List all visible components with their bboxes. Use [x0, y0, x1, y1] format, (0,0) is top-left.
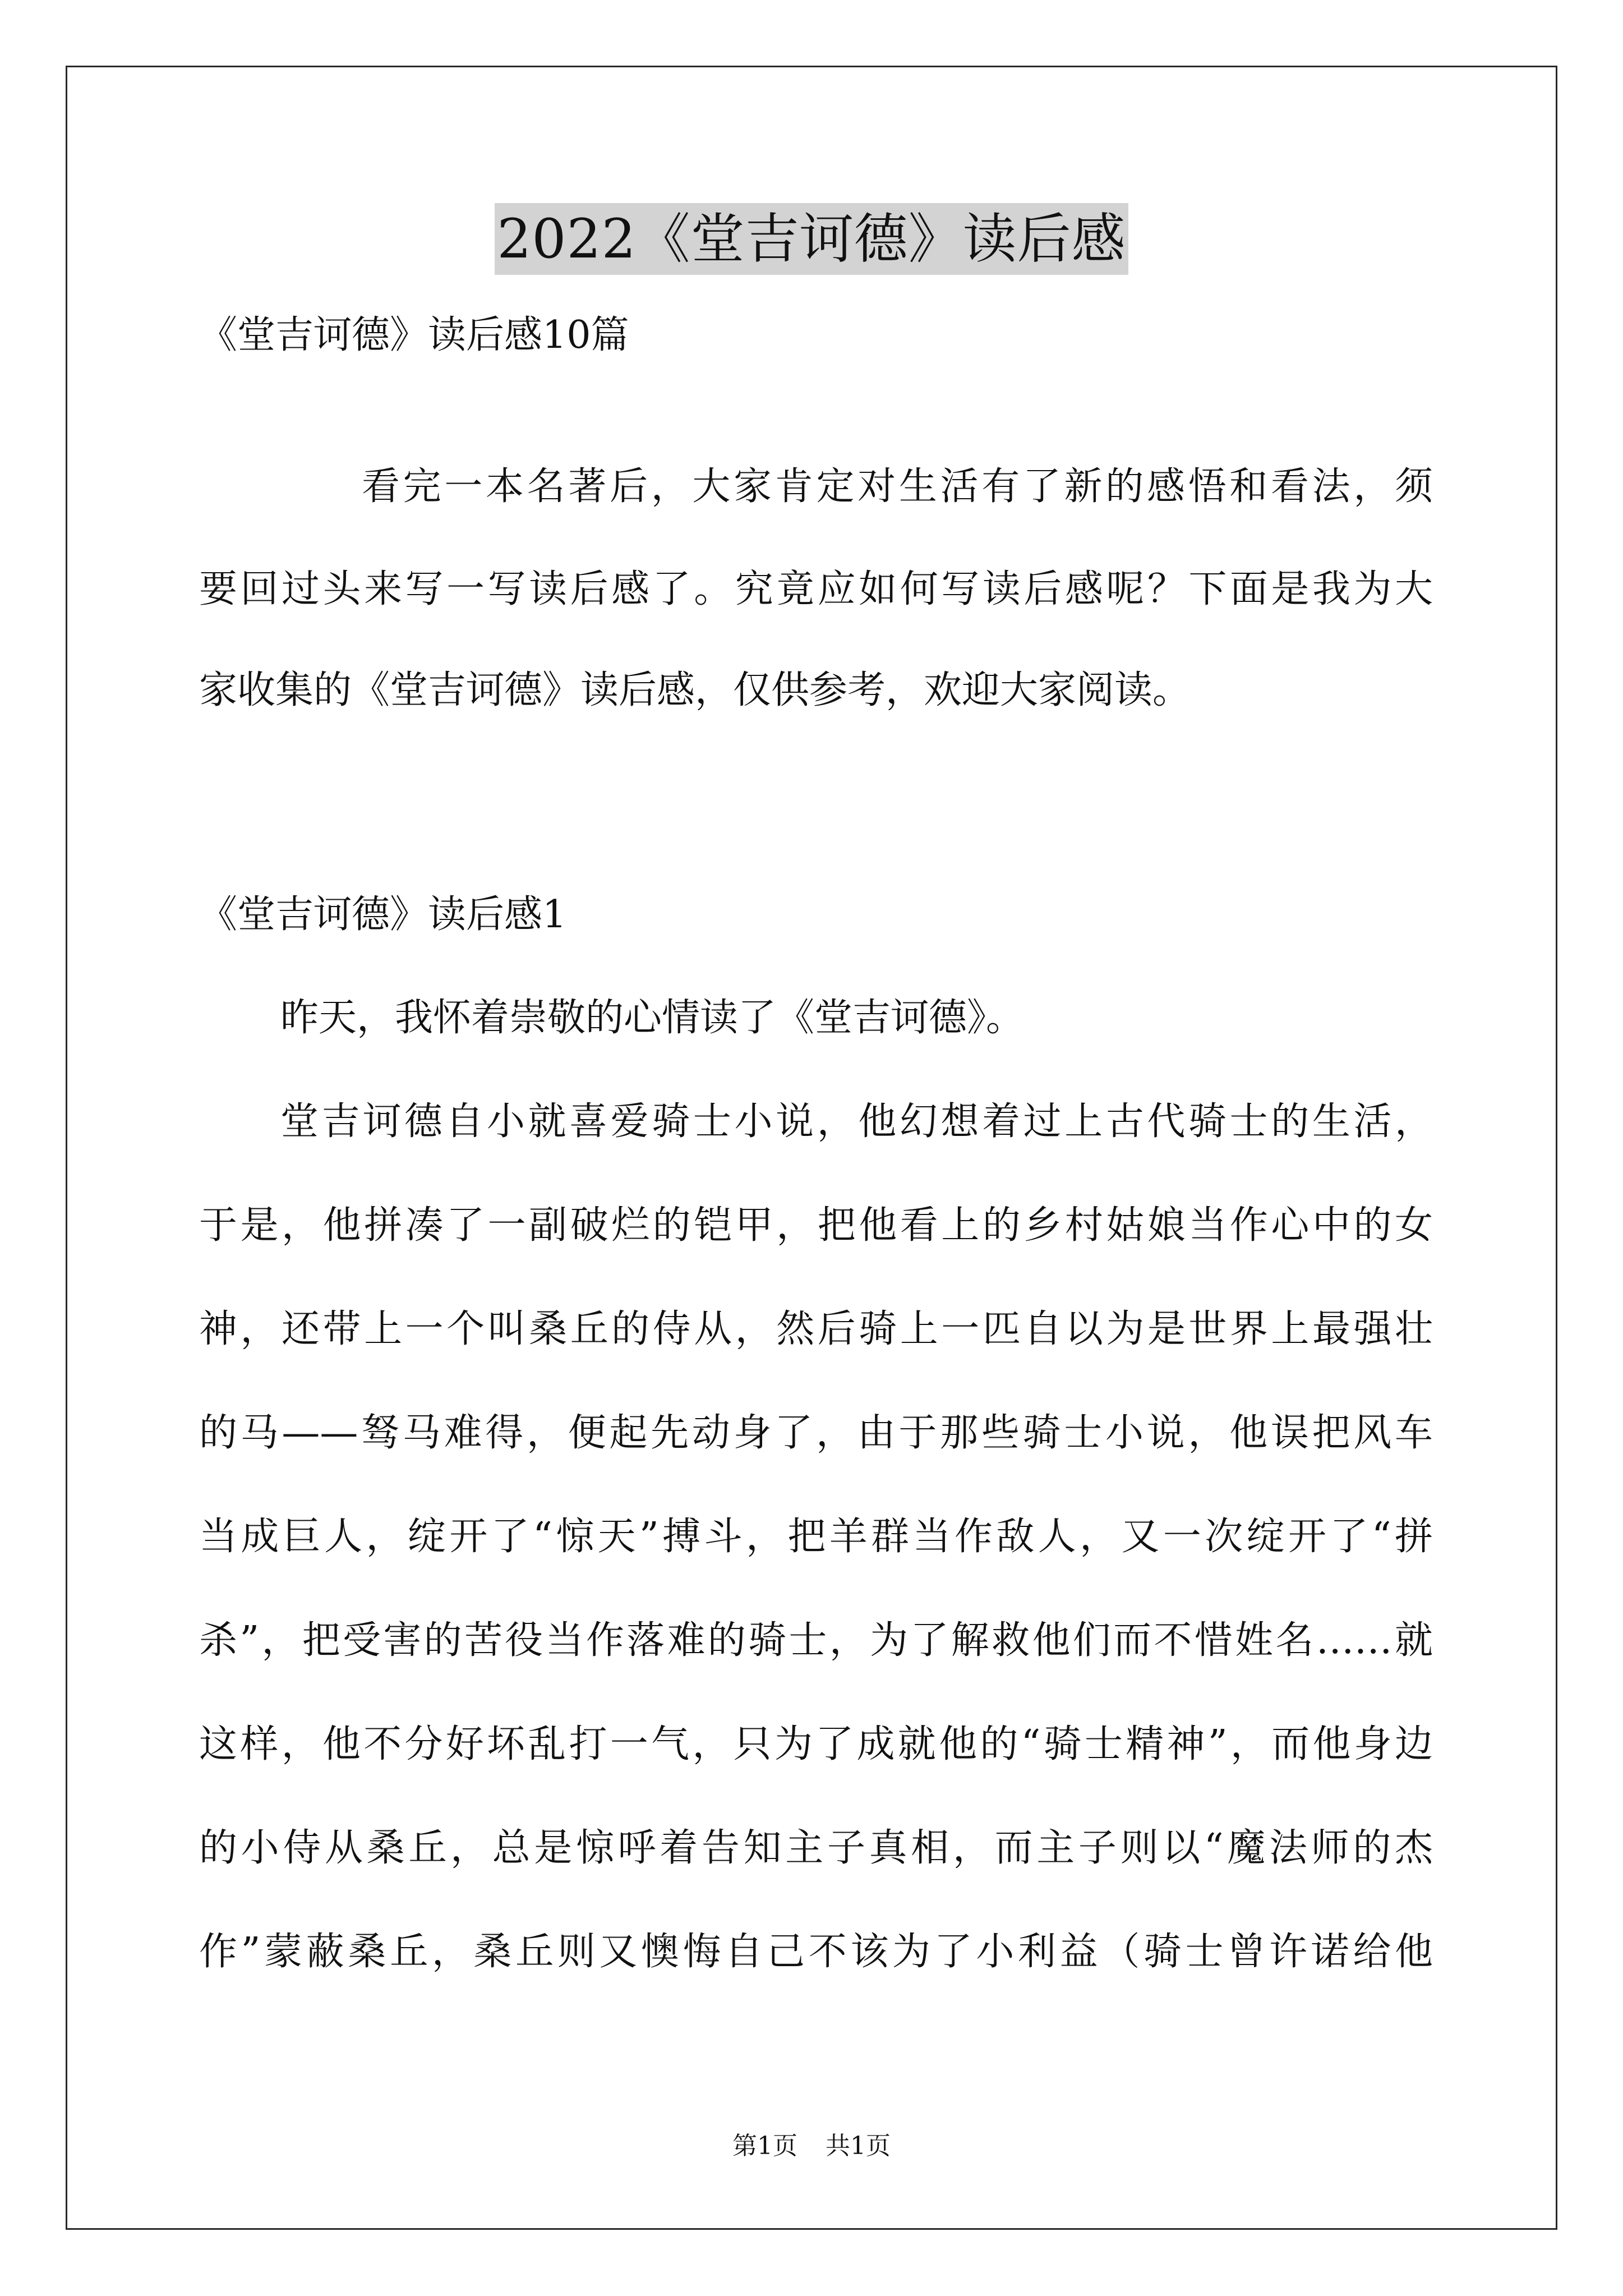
title-container: [0, 203, 1623, 275]
paragraph-2-line-2: 于是，他拼凑了一副破烂的铠甲，把他看上的乡村姑娘当作心中的女: [199, 1203, 1433, 1248]
paragraph-2-line-1: 堂吉诃德自小就喜爱骑士小说，他幻想着过上古代骑士的生活，: [280, 1099, 1433, 1144]
paragraph-1: 昨天，我怀着崇敬的心情读了《堂吉诃德》。: [280, 996, 1025, 1040]
paragraph-2-line-8: 的小侍从桑丘，总是惊呼着告知主子真相，而主子则以“魔法师的杰: [199, 1826, 1433, 1870]
section-heading: 《堂吉诃德》读后感1: [199, 892, 567, 937]
document-title: 2022《堂吉诃德》读后感: [495, 203, 1128, 275]
page-footer: [0, 2131, 1623, 2162]
page-border: [66, 66, 1557, 2230]
paragraph-2-line-5: 当成巨人，绽开了“惊天”搏斗，把羊群当作敌人，又一次绽开了“拼: [199, 1515, 1433, 1559]
intro-line-3: 家收集的《堂吉诃德》读后感，仅供参考，欢迎大家阅读。: [199, 668, 1191, 712]
paragraph-2-line-9: 作”蒙蔽桑丘，桑丘则又懊悔自己不该为了小利益（骑士曾许诺给他: [199, 1930, 1433, 1974]
page-number: 第1页: [732, 2132, 797, 2160]
paragraph-2-line-3: 神，还带上一个叫桑丘的侍从，然后骑上一匹自以为是世界上最强壮: [199, 1307, 1433, 1351]
paragraph-2-line-6: 杀”，把受害的苦役当作落难的骑士，为了解救他们而不惜姓名……就: [199, 1618, 1433, 1663]
paragraph-2-line-4: 的马——驽马难得，便起先动身了，由于那些骑士小说，他误把风车: [199, 1411, 1433, 1455]
paragraph-2-line-7: 这样，他不分好坏乱打一气，只为了成就他的“骑士精神”，而他身边: [199, 1722, 1433, 1766]
subtitle: 《堂吉诃德》读后感10篇: [199, 313, 629, 357]
intro-line-1: 看完一本名著后，大家肯定对生活有了新的感悟和看法，须: [362, 464, 1433, 509]
intro-line-2: 要回过头来写一写读后感了。究竟应如何写读后感呢？下面是我为大: [199, 567, 1433, 611]
page-total: 共1页: [826, 2132, 891, 2160]
